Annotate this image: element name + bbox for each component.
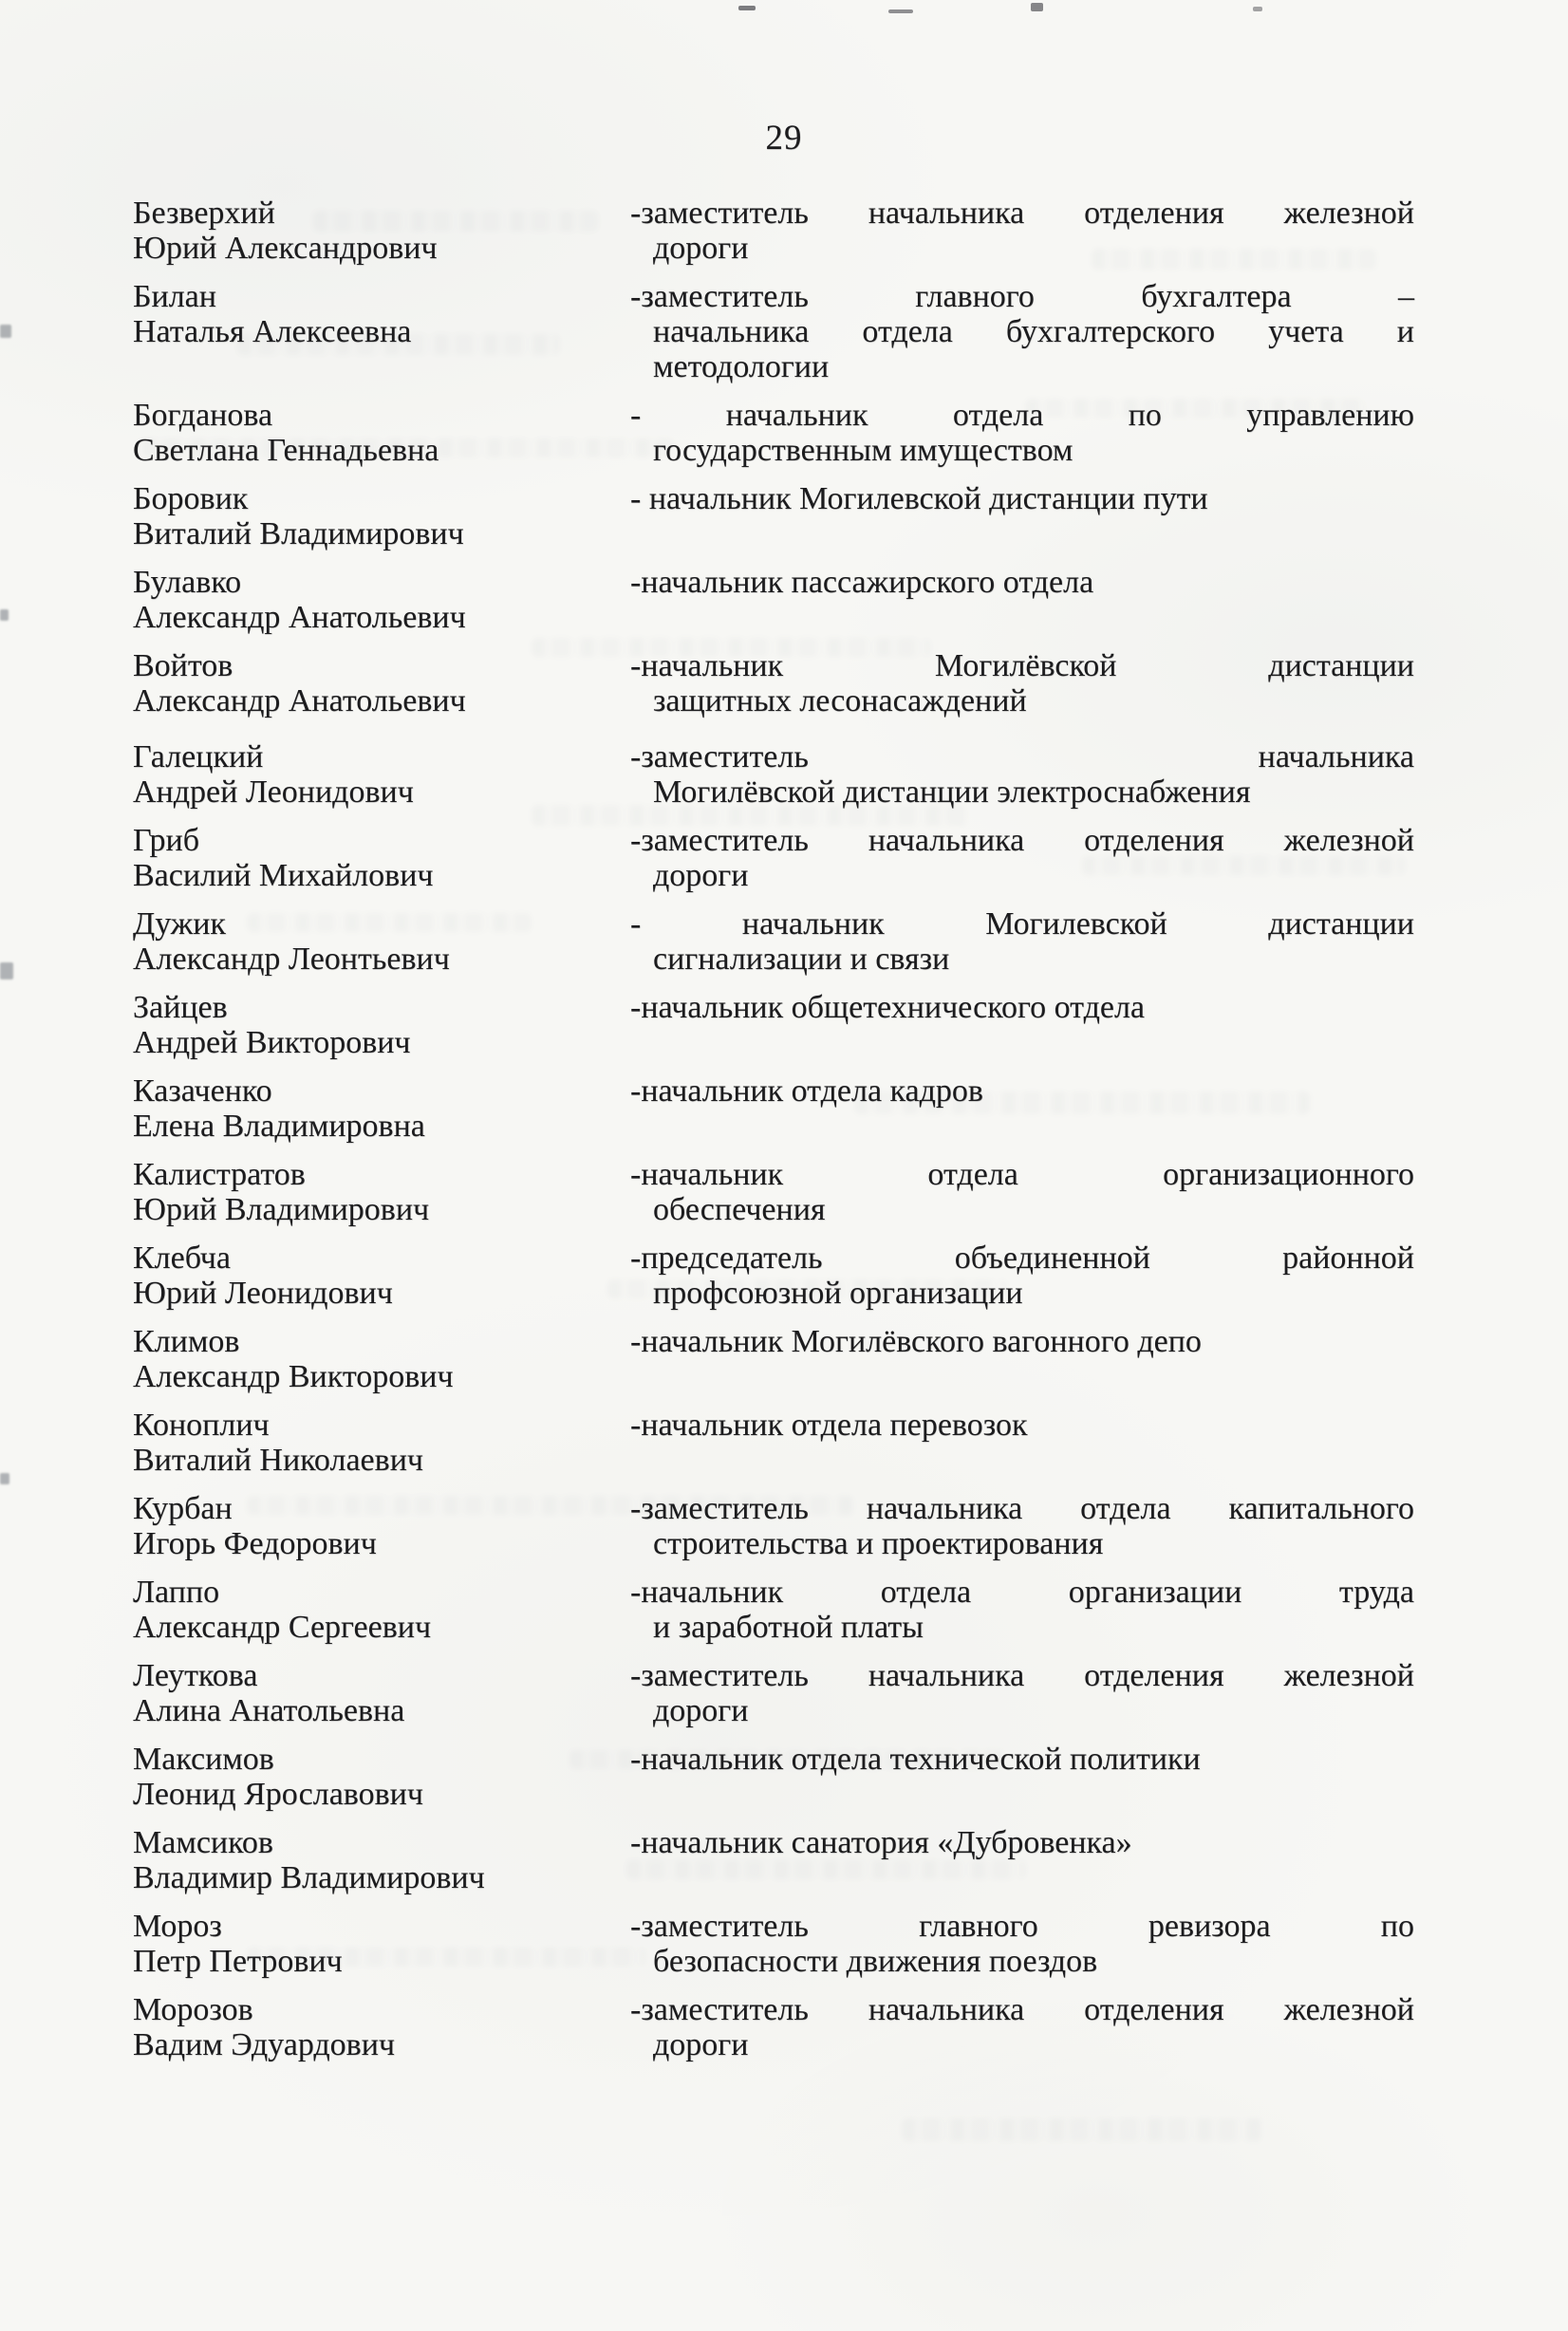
list-item [133,1408,1414,1478]
position-text: начальник пассажирского отдела [641,565,1094,600]
person-given-names: Виталий Николаевич [133,1443,423,1478]
person-position [630,1825,1414,1895]
person-position [630,1491,1414,1561]
list-item [133,1240,1414,1311]
person-name [133,1742,630,1812]
person-given-names: Леонид Ярославович [133,1777,423,1812]
position-line [630,1240,1414,1276]
person-position [630,739,1414,810]
position-line [630,398,1414,433]
person-surname: Зайцев [133,990,228,1025]
position-line [630,1992,1414,2027]
person-name [133,1157,630,1227]
position-text: начальник Могилёвского вагонного депо [641,1324,1202,1359]
personnel-list [133,196,1414,2076]
list-item [133,196,1414,266]
person-given-names: Василий Михайлович [133,858,434,893]
person-name [133,196,630,266]
position-text: начальник общетехнического отдела [641,990,1146,1025]
position-text: начальник Могилевской дистанции [741,906,1415,942]
position-text: заместитель начальника отделения железной [641,196,1414,231]
person-given-names: Наталья Алексеевна [133,314,412,349]
person-name [133,648,630,718]
person-surname: Богданова [133,398,273,433]
position-text: председатель объединенной районной [641,1240,1414,1276]
person-given-names: Петр Петрович [133,1944,343,1979]
person-name [133,565,630,635]
person-surname: Максимов [133,1742,274,1777]
scan-edge-mark [0,609,9,621]
position-text: начальник санатория «Дубровенка» [641,1825,1132,1860]
person-surname: Морозов [133,1992,253,2027]
list-item [133,1742,1414,1812]
person-surname: Клебча [133,1240,231,1276]
person-name [133,823,630,893]
position-line: дороги [653,1693,749,1728]
position-line: начальника отдела бухгалтерского учета и [653,314,1414,349]
position-line: дороги [653,2027,749,2062]
person-surname: Безверхий [133,196,275,231]
person-position [630,481,1414,551]
list-item [133,1992,1414,2062]
person-given-names: Александр Анатольевич [133,600,466,635]
person-surname: Леуткова [133,1658,258,1693]
dash: - [630,1157,642,1192]
position-line: Могилёвской дистанции электроснабжения [653,774,1251,810]
position-text: начальник Могилёвской дистанции [641,648,1414,683]
person-name [133,990,630,1060]
position-line [630,1742,1414,1777]
position-line [630,906,1414,942]
person-name [133,279,630,384]
person-position [630,648,1414,718]
person-name [133,1909,630,1979]
list-item [133,1575,1414,1645]
person-name [133,1825,630,1895]
position-line [630,990,1414,1025]
position-line [630,279,1414,314]
position-line [630,1909,1414,1944]
person-name [133,481,630,551]
person-surname: Боровик [133,481,249,516]
person-position [630,398,1414,468]
person-surname: Калистратов [133,1157,306,1192]
person-given-names: Александр Леонтьевич [133,942,450,977]
dash: - [630,1992,642,2027]
position-text: начальник Могилевской дистанции пути [648,481,1208,516]
person-surname: Климов [133,1324,240,1359]
position-line [630,481,1414,516]
dash: - [630,823,642,858]
person-surname: Коноплич [133,1408,270,1443]
dash: - [630,196,642,231]
dash: - [630,1324,642,1359]
person-position [630,990,1414,1060]
person-given-names: Алина Анатольевна [133,1693,405,1728]
dash: - [630,481,649,516]
position-line [630,1408,1414,1443]
person-given-names: Андрей Леонидович [133,774,414,810]
person-position [630,1073,1414,1144]
position-line: и заработной платы [653,1610,924,1645]
dash: - [630,1575,642,1610]
person-name [133,1658,630,1728]
person-position [630,1408,1414,1478]
list-item [133,481,1414,551]
position-text: заместитель начальника [641,739,1414,774]
dash: - [630,1825,642,1860]
position-text: начальник отдела по управлению [725,398,1415,433]
person-name [133,1240,630,1311]
list-item [133,1324,1414,1394]
person-surname: Казаченко [133,1073,272,1109]
person-position [630,1742,1414,1812]
position-line: безопасности движения поездов [653,1944,1098,1979]
person-position [630,906,1414,977]
person-position [630,1157,1414,1227]
position-line [630,1658,1414,1693]
scan-edge-mark [0,962,13,979]
person-position [630,823,1414,893]
list-item [133,906,1414,977]
position-line: строительства и проектирования [653,1526,1104,1561]
position-line: дороги [653,858,749,893]
position-line [630,739,1414,774]
person-given-names: Виталий Владимирович [133,516,464,551]
person-position [630,279,1414,384]
list-item [133,1157,1414,1227]
scan-edge-mark [0,325,11,338]
position-line: профсоюзной организации [653,1276,1023,1311]
person-surname: Мамсиков [133,1825,273,1860]
position-line [630,196,1414,231]
person-name [133,1491,630,1561]
scan-speck [1253,7,1262,11]
person-surname: Дужик [133,906,226,942]
person-name [133,398,630,468]
position-line: дороги [653,231,749,266]
scan-speck [1031,3,1043,11]
scan-speck [738,6,756,10]
dash: - [630,1240,642,1276]
person-surname: Войтов [133,648,233,683]
position-text: начальник отдела технической политики [641,1742,1201,1777]
scan-speck [888,9,913,13]
position-text: заместитель главного бухгалтера – [641,279,1414,314]
position-text: начальник отдела кадров [641,1073,983,1109]
position-line [630,565,1414,600]
position-line [630,1324,1414,1359]
person-position [630,1324,1414,1394]
position-line: защитных лесонасаждений [653,683,1027,718]
person-given-names: Светлана Геннадьевна [133,433,439,468]
person-surname: Курбан [133,1491,233,1526]
person-position [630,1240,1414,1311]
person-name [133,1408,630,1478]
position-line [630,823,1414,858]
list-item [133,1073,1414,1144]
person-surname: Билан [133,279,216,314]
position-text: заместитель главного ревизора по [641,1909,1414,1944]
person-given-names: Владимир Владимирович [133,1860,485,1895]
dash: - [630,1742,642,1777]
person-given-names: Вадим Эдуардович [133,2027,396,2062]
list-item [133,823,1414,893]
person-given-names: Александр Сергеевич [133,1610,432,1645]
person-name [133,906,630,977]
person-position [630,196,1414,266]
person-position [630,1658,1414,1728]
dash: - [630,906,742,942]
dash: - [630,1658,642,1693]
person-given-names: Игорь Федорович [133,1526,377,1561]
position-line [630,1825,1414,1860]
dash: - [630,1073,642,1109]
list-item [133,990,1414,1060]
list-item [133,398,1414,468]
dash: - [630,565,642,600]
position-text: заместитель начальника отделения железной [641,1658,1414,1693]
person-position [630,1575,1414,1645]
dash: - [630,398,726,433]
person-name [133,1575,630,1645]
list-item [133,739,1414,810]
person-surname: Мороз [133,1909,222,1944]
position-text: начальник отдела перевозок [641,1408,1028,1443]
scan-edge-mark [0,1473,9,1484]
list-item [133,648,1414,718]
person-given-names: Юрий Леонидович [133,1276,393,1311]
person-name [133,1324,630,1394]
person-given-names: Юрий Владимирович [133,1192,430,1227]
dash: - [630,1491,642,1526]
position-text: заместитель начальника отделения железной [641,823,1414,858]
person-position [630,1992,1414,2062]
list-item [133,1909,1414,1979]
person-given-names: Елена Владимировна [133,1109,425,1144]
position-line [630,1073,1414,1109]
position-line [630,1157,1414,1192]
position-text: начальник отдела организации труда [641,1575,1414,1610]
list-item [133,1658,1414,1728]
person-name [133,739,630,810]
dash: - [630,1408,642,1443]
person-position [630,565,1414,635]
position-line: сигнализации и связи [653,942,950,977]
list-item [133,565,1414,635]
position-line: обеспечения [653,1192,826,1227]
person-surname: Булавко [133,565,242,600]
position-line [630,1491,1414,1526]
person-given-names: Юрий Александрович [133,231,438,266]
person-given-names: Александр Анатольевич [133,683,466,718]
person-name [133,1073,630,1144]
dash: - [630,739,642,774]
dash: - [630,279,642,314]
dash: - [630,648,642,683]
position-line: методологии [653,349,830,384]
position-line: государственным имуществом [653,433,1073,468]
list-item [133,279,1414,384]
person-given-names: Андрей Викторович [133,1025,411,1060]
page-number: 29 [765,119,803,158]
person-name [133,1992,630,2062]
dash: - [630,1909,642,1944]
list-item [133,1825,1414,1895]
position-text: заместитель начальника отделения железной [641,1992,1414,2027]
dash: - [630,990,642,1025]
list-item [133,1491,1414,1561]
position-text: заместитель начальника отдела капитального [641,1491,1414,1526]
scan-artifact [902,2118,1262,2141]
position-line [630,648,1414,683]
person-position [630,1909,1414,1979]
person-surname: Гриб [133,823,200,858]
person-surname: Лаппо [133,1575,220,1610]
person-given-names: Александр Викторович [133,1359,454,1394]
person-surname: Галецкий [133,739,264,774]
position-text: начальник отдела организационного [641,1157,1414,1192]
position-line [630,1575,1414,1610]
